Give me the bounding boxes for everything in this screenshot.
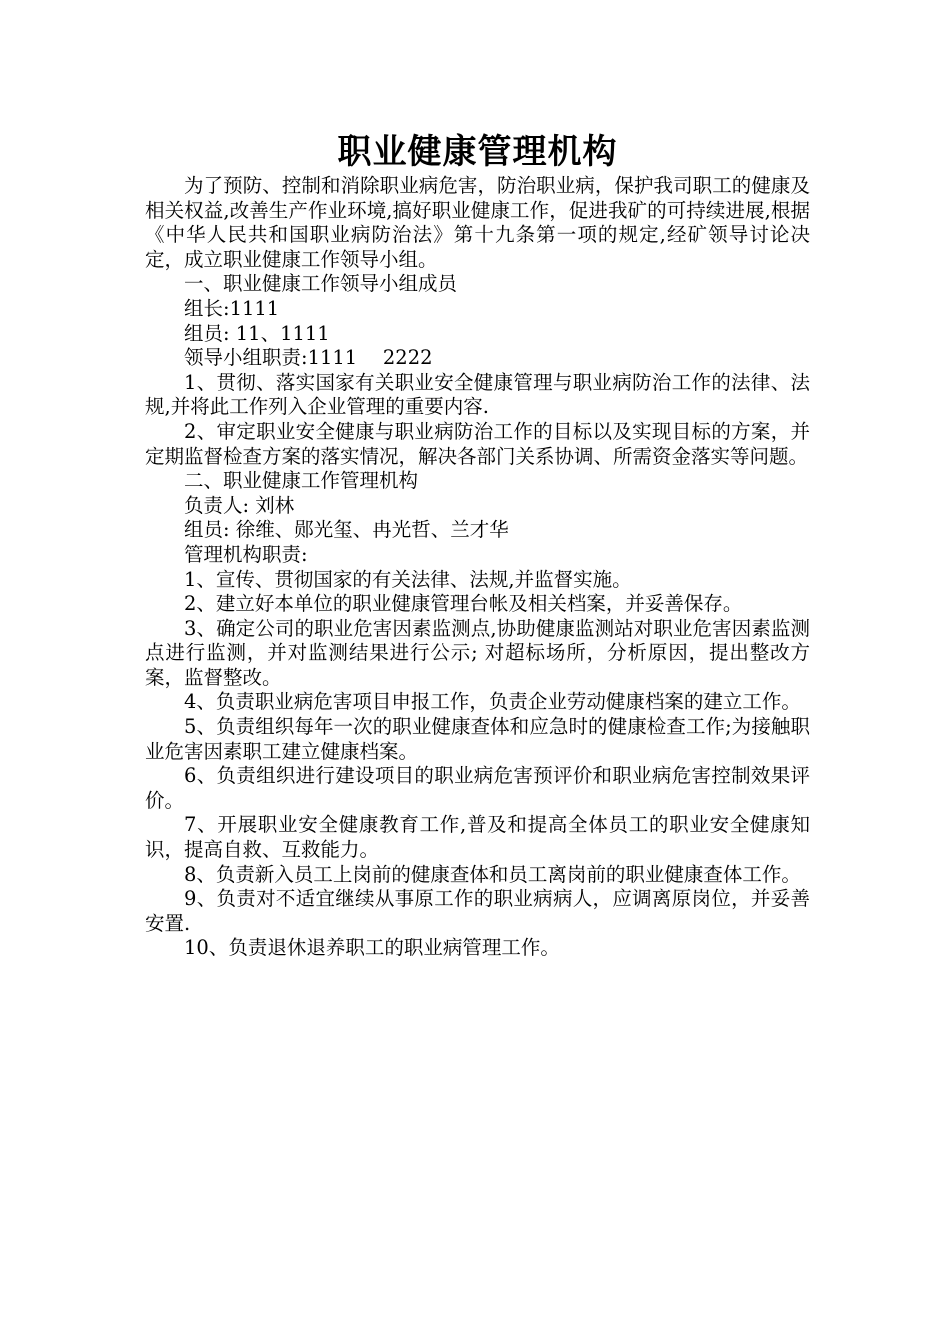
section2-leader: 负责人: 刘林 xyxy=(184,493,295,517)
section1-members: 组员: 11、1111 xyxy=(184,321,330,345)
section2-duty-item: 4、负责职业病危害项目申报工作，负责企业劳动健康档案的建立工作。 xyxy=(184,690,801,714)
intro-paragraph: 为了预防、控制和消除职业病危害，防治职业病，保护我司职工的健康及相关权益,改善生产作业环境,搞好职业健康工作，促进我矿的可持续进展,根据《中华人民共和国职业病防治法》第十九条第一项的规定,经矿领导讨论决定，成立职业健康工作领导小组。 xyxy=(145,174,810,271)
document-page xyxy=(145,130,810,961)
section2-duties-label: 管理机构职责: xyxy=(184,542,308,566)
section1-duties-label: 领导小组职责:1111 2222 xyxy=(184,346,433,370)
section2-duty-item: 1、宣传、贯彻国家的有关法律、法规,并监督实施。 xyxy=(184,567,632,591)
section2-duty-item: 2、建立好本单位的职业健康管理台帐及相关档案，并妥善保存。 xyxy=(184,592,743,616)
section2-duty-item: 5、负责组织每年一次的职业健康查体和应急时的健康检查工作;为接触职业危害因素职工建立健康档案。 xyxy=(145,715,810,763)
section2-duty-item: 9、负责对不适宜继续从事原工作的职业病病人，应调离原岗位，并妥善安置. xyxy=(145,887,810,935)
section2-heading: 二、职业健康工作管理机构 xyxy=(184,469,419,493)
section2-members: 组员: 徐维、郧光玺、冉光哲、兰才华 xyxy=(184,518,509,542)
section2-duty-item: 10、负责退休退养职工的职业病管理工作。 xyxy=(184,936,560,960)
section2-duty-item: 8、负责新入员工上岗前的健康查体和员工离岗前的职业健康查体工作。 xyxy=(184,862,801,886)
section1-leader: 组长:1111 xyxy=(184,296,280,320)
document-title: 职业健康管理机构 xyxy=(337,132,618,172)
section2-duty-item: 6、负责组织进行建设项目的职业病危害预评价和职业病危害控制效果评价。 xyxy=(145,764,810,812)
section1-duty-item: 2、审定职业安全健康与职业病防治工作的目标以及实现目标的方案，并定期监督检查方案的落实情况，解决各部门关系协调、所需资金落实等问题。 xyxy=(145,419,810,468)
section2-duty-item: 7、开展职业安全健康教育工作,普及和提高全体员工的职业安全健康知识，提高自救、互救能力。 xyxy=(145,813,810,862)
section1-duty-item: 1、贯彻、落实国家有关职业安全健康管理与职业病防治工作的法律、法规,并将此工作列入企业管理的重要内容. xyxy=(145,370,810,419)
section2-duty-item: 3、确定公司的职业危害因素监测点,协助健康监测站对职业危害因素监测点进行监测，并对监测结果进行公示; 对超标场所，分析原因，提出整改方案，监督整改。 xyxy=(145,616,810,689)
section1-heading: 一、职业健康工作领导小组成员 xyxy=(184,272,458,296)
